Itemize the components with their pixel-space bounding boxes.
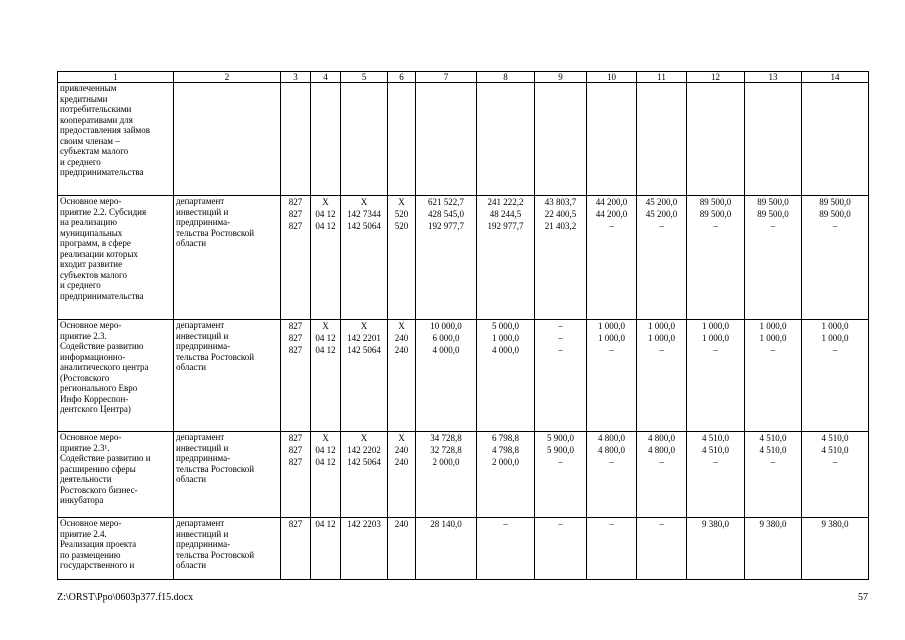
empty-cell <box>687 83 745 196</box>
value: – <box>609 345 614 355</box>
column-number-12: 12 <box>687 72 745 83</box>
value: 6 000,0 <box>432 333 460 343</box>
value-cell-col-8 <box>477 320 535 432</box>
value-cell-col-11 <box>637 196 687 320</box>
measure-name-line: предпринимательства <box>60 167 144 177</box>
executor-line: предпринима- <box>176 341 231 351</box>
value: – <box>713 345 718 355</box>
value-cell-col-9 <box>535 196 587 320</box>
value: – <box>713 221 718 231</box>
value: 1 000,0 <box>598 333 625 343</box>
value: – <box>609 457 614 467</box>
value: X <box>398 197 405 207</box>
budget-table <box>57 71 869 580</box>
measure-name-cell <box>58 196 174 320</box>
value: 192 977,7 <box>428 221 464 231</box>
value: 4 510,0 <box>759 445 787 455</box>
executor-line: инвестиций и <box>176 442 229 453</box>
empty-cell <box>802 83 869 196</box>
value-cell-col-9 <box>535 518 587 580</box>
value: 1 000,0 <box>759 321 787 331</box>
value: 43 803,7 <box>544 197 577 207</box>
value: 1 000,0 <box>598 321 625 331</box>
measure-name-line: государственного и <box>60 560 135 570</box>
measure-name-line: кооперативами для <box>60 114 133 125</box>
value-cell-col-5 <box>341 196 388 320</box>
value: 1 000,0 <box>492 333 519 343</box>
value: – <box>659 519 664 529</box>
value: 10 000,0 <box>430 321 462 331</box>
executor-cell <box>174 320 281 432</box>
measure-name-cell <box>58 83 174 196</box>
value: X <box>360 197 368 207</box>
table-row <box>58 432 869 518</box>
value: 89 500,0 <box>757 197 789 207</box>
value-cell-col-11 <box>637 432 687 518</box>
value: – <box>659 345 664 355</box>
empty-cell <box>388 83 416 196</box>
value: – <box>770 345 776 355</box>
executor-line: департамент <box>176 518 225 528</box>
column-number-8: 8 <box>477 72 535 83</box>
value: 04 12 <box>315 519 336 529</box>
value: 04 12 <box>315 209 336 219</box>
value: 827 <box>288 197 303 207</box>
empty-cell <box>281 83 311 196</box>
column-number-3: 3 <box>281 72 311 83</box>
value: X <box>398 321 405 331</box>
measure-name-cell <box>58 432 174 518</box>
column-number-row <box>58 72 869 83</box>
value: 2 000,0 <box>432 457 460 467</box>
value: 142 2201 <box>347 333 381 343</box>
value: 1 000,0 <box>648 321 675 331</box>
value-cell-col-6 <box>388 518 416 580</box>
value: 22 400,5 <box>544 209 577 219</box>
value: – <box>770 221 776 231</box>
measure-name-line: на реализацию <box>60 217 117 227</box>
value: – <box>558 333 563 343</box>
value-cell-col-9 <box>535 432 587 518</box>
column-number-6: 6 <box>388 72 416 83</box>
value-cell-col-12 <box>687 432 745 518</box>
measure-name-line: входит развитие <box>60 259 123 269</box>
value-cell-col-13 <box>745 320 802 432</box>
value-cell-col-6 <box>388 196 416 320</box>
measure-name-line: предпринимательства <box>60 290 144 301</box>
measure-name-line: Основное меро- <box>60 432 122 442</box>
value-cell-col-5 <box>341 320 388 432</box>
measure-name-line: и среднего <box>60 156 101 167</box>
value: – <box>609 519 614 529</box>
value: 240 <box>394 333 409 343</box>
executor-cell <box>174 432 281 518</box>
measure-name-line: дентского Центра) <box>60 404 131 414</box>
value-cell-col-13 <box>745 432 802 518</box>
column-number-14: 14 <box>802 72 869 83</box>
value: 827 <box>288 209 303 219</box>
value: – <box>558 321 563 331</box>
column-number-2: 2 <box>174 72 281 83</box>
value: 4 800,0 <box>648 445 675 455</box>
measure-name-line: и среднего <box>60 280 101 290</box>
value-cell-col-10 <box>587 432 637 518</box>
executor-line: предпринима- <box>176 539 231 549</box>
value: 4 510,0 <box>702 433 729 443</box>
value: 520 <box>394 209 409 219</box>
value: – <box>558 519 563 529</box>
measure-name-line: информационно- <box>60 351 126 362</box>
value: 1 000,0 <box>821 321 849 331</box>
measure-name-line: приятие 2.3¹. <box>60 442 110 453</box>
value: 142 5064 <box>347 221 381 231</box>
executor-line: инвестиций и <box>176 330 229 341</box>
value-cell-col-13 <box>745 196 802 320</box>
value: 142 5064 <box>347 345 381 355</box>
column-number-4: 4 <box>311 72 341 83</box>
executor-line: департамент <box>176 320 225 330</box>
executor-line: инвестиций и <box>176 528 229 539</box>
empty-cell <box>637 83 687 196</box>
measure-name-line: предоставления займов <box>60 125 150 135</box>
value: 44 200,0 <box>595 209 628 219</box>
value: – <box>609 221 614 231</box>
value: 240 <box>394 345 409 355</box>
value: 827 <box>288 445 303 455</box>
measure-name-line: программ, в сфере <box>60 238 131 248</box>
value: 5 000,0 <box>492 321 519 331</box>
value: 621 522,7 <box>428 197 464 207</box>
executor-line: предпринима- <box>176 453 231 463</box>
value: 4 000,0 <box>492 345 519 355</box>
executor-line: предпринима- <box>176 217 231 227</box>
measure-name-line: Основное меро- <box>60 518 122 528</box>
value-cell-col-9 <box>535 320 587 432</box>
value: 4 800,0 <box>598 445 625 455</box>
measure-name-cell <box>58 518 174 580</box>
column-number-13: 13 <box>745 72 802 83</box>
column-number-11: 11 <box>637 72 687 83</box>
value: X <box>360 321 368 331</box>
value: 4 000,0 <box>432 345 460 355</box>
value: 142 5064 <box>347 457 381 467</box>
measure-name-line: приятие 2.4. <box>60 528 107 539</box>
value: X <box>322 433 329 443</box>
value: 1 000,0 <box>702 321 729 331</box>
column-number-5: 5 <box>341 72 388 83</box>
value: 45 200,0 <box>645 209 678 219</box>
value-cell-col-7 <box>416 320 477 432</box>
value: 827 <box>288 321 303 331</box>
empty-cell <box>587 83 637 196</box>
value-cell-col-12 <box>687 320 745 432</box>
value-cell-col-7 <box>416 196 477 320</box>
value: 21 403,2 <box>544 221 577 231</box>
value: 9 380,0 <box>702 519 729 529</box>
measure-name-line: кредитными <box>60 93 108 104</box>
value: 04 12 <box>315 445 336 455</box>
value: 4 800,0 <box>598 433 625 443</box>
value: 827 <box>288 519 303 529</box>
column-number-1: 1 <box>58 72 174 83</box>
measure-name-line: субъектам малого <box>60 146 129 156</box>
value-cell-col-6 <box>388 432 416 518</box>
value-cell-col-3 <box>281 432 311 518</box>
executor-line: департамент <box>176 432 225 442</box>
table-row <box>58 196 869 320</box>
value: 89 500,0 <box>819 209 851 219</box>
empty-cell <box>535 83 587 196</box>
value: 827 <box>288 333 303 343</box>
value: – <box>832 457 838 467</box>
value: X <box>360 433 368 443</box>
value: – <box>770 457 776 467</box>
value: – <box>503 519 508 529</box>
value-cell-col-8 <box>477 196 535 320</box>
table-row <box>58 320 869 432</box>
value: 2 000,0 <box>492 457 519 467</box>
page-number: 57 <box>858 592 868 603</box>
value: 1 000,0 <box>759 333 787 343</box>
measure-name-line: потребительскими <box>60 104 132 114</box>
measure-name-line: регионального Евро <box>60 383 138 393</box>
empty-cell <box>416 83 477 196</box>
value-cell-col-11 <box>637 320 687 432</box>
value: 4 800,0 <box>648 433 675 443</box>
value: 44 200,0 <box>595 197 628 207</box>
measure-name-line: Основное меро- <box>60 320 122 330</box>
measure-name-line: Содействие развитию и <box>60 453 151 463</box>
value-cell-col-7 <box>416 432 477 518</box>
executor-cell <box>174 518 281 580</box>
measure-name-line: расширению сферы <box>60 463 136 474</box>
value-cell-col-4 <box>311 196 341 320</box>
value: 241 222,2 <box>487 197 524 207</box>
value-cell-col-14 <box>802 518 869 580</box>
value-cell-col-4 <box>311 432 341 518</box>
value: – <box>659 457 664 467</box>
value-cell-col-8 <box>477 432 535 518</box>
value-cell-col-3 <box>281 518 311 580</box>
executor-line: тельства Ростовской <box>176 463 255 474</box>
value: 89 500,0 <box>699 197 732 207</box>
value: 89 500,0 <box>699 209 732 219</box>
value: 04 12 <box>315 345 336 355</box>
value-cell-col-3 <box>281 320 311 432</box>
value: 48 244,5 <box>489 209 522 219</box>
executor-line: тельства Ростовской <box>176 549 255 560</box>
file-path: Z:\ORST\Ppo\0603p377.f15.docx <box>57 592 194 603</box>
value-cell-col-4 <box>311 518 341 580</box>
value: 5 900,0 <box>547 433 574 443</box>
value: – <box>832 345 838 355</box>
column-number-10: 10 <box>587 72 637 83</box>
measure-name-line: Содействие развитию <box>60 341 144 351</box>
value: 520 <box>394 221 409 231</box>
value-cell-col-11 <box>637 518 687 580</box>
measure-name-line: своим членам – <box>60 135 120 146</box>
value: 827 <box>288 433 303 443</box>
measure-name-line: Ростовского бизнес- <box>60 484 138 495</box>
executor-line: департамент <box>176 196 225 206</box>
empty-cell <box>477 83 535 196</box>
measure-name-cell <box>58 320 174 432</box>
value: – <box>659 221 664 231</box>
value-cell-col-5 <box>341 432 388 518</box>
value-cell-col-13 <box>745 518 802 580</box>
value-cell-col-8 <box>477 518 535 580</box>
value: 4 510,0 <box>702 445 729 455</box>
measure-name-line: инкубатора <box>60 495 104 505</box>
value: 1 000,0 <box>702 333 729 343</box>
empty-cell <box>341 83 388 196</box>
executor-line: тельства Ростовской <box>176 351 255 362</box>
value-cell-col-12 <box>687 196 745 320</box>
measure-name-line: (Ростовского <box>60 372 110 383</box>
continuation-row <box>58 83 869 196</box>
executor-line: области <box>176 560 207 570</box>
value: 04 12 <box>315 333 336 343</box>
value: 4 510,0 <box>759 433 787 443</box>
value: 89 500,0 <box>819 197 851 207</box>
value: 45 200,0 <box>645 197 678 207</box>
measure-name-line: Инфо Корреспон- <box>60 393 129 404</box>
measure-name-line: Основное меро- <box>60 196 122 206</box>
value-cell-col-7 <box>416 518 477 580</box>
value-cell-col-10 <box>587 320 637 432</box>
value: – <box>713 457 718 467</box>
column-number-7: 7 <box>416 72 477 83</box>
value: 28 140,0 <box>430 519 462 529</box>
value-cell-col-14 <box>802 196 869 320</box>
value-cell-col-6 <box>388 320 416 432</box>
value: 9 380,0 <box>821 519 849 529</box>
value-cell-col-14 <box>802 320 869 432</box>
value: 34 728,8 <box>430 433 462 443</box>
value: X <box>398 433 405 443</box>
value: 9 380,0 <box>759 519 787 529</box>
executor-line: области <box>176 474 207 484</box>
value: 04 12 <box>315 221 336 231</box>
value: 5 900,0 <box>547 445 574 455</box>
value: 142 2203 <box>347 519 381 529</box>
value: – <box>558 345 563 355</box>
measure-name-line: субъектов малого <box>60 269 127 280</box>
executor-line: тельства Ростовской <box>176 227 255 238</box>
value: 04 12 <box>315 457 336 467</box>
value: 240 <box>394 519 409 529</box>
column-number-9: 9 <box>535 72 587 83</box>
value: 32 728,8 <box>430 445 462 455</box>
measure-name-line: аналитического центра <box>60 362 149 372</box>
measure-name-line: приятие 2.2. Субсидия <box>60 206 147 217</box>
value: 1 000,0 <box>821 333 849 343</box>
value: 240 <box>394 445 409 455</box>
measure-name-line: деятельности <box>60 474 112 484</box>
executor-line: области <box>176 238 207 248</box>
measure-name-line: муниципальных <box>60 227 123 238</box>
value-cell-col-5 <box>341 518 388 580</box>
value: 827 <box>288 221 303 231</box>
executor-cell <box>174 196 281 320</box>
value: 827 <box>288 345 303 355</box>
value: 89 500,0 <box>757 209 789 219</box>
value: X <box>322 197 329 207</box>
measure-name-line: по размещению <box>60 549 121 560</box>
empty-cell <box>745 83 802 196</box>
value: 827 <box>288 457 303 467</box>
value: – <box>558 457 563 467</box>
measure-name-line: Реализация проекта <box>60 539 137 549</box>
value-cell-col-4 <box>311 320 341 432</box>
table-row <box>58 518 869 580</box>
value: X <box>322 321 329 331</box>
value: 240 <box>394 457 409 467</box>
value: – <box>832 221 838 231</box>
value-cell-col-3 <box>281 196 311 320</box>
value-cell-col-14 <box>802 432 869 518</box>
value-cell-col-12 <box>687 518 745 580</box>
value: 6 798,8 <box>492 433 519 443</box>
measure-name-line: привлеченным <box>60 83 117 93</box>
executor-line: области <box>176 362 207 372</box>
empty-cell <box>311 83 341 196</box>
value: 142 7344 <box>347 209 381 219</box>
value: 192 977,7 <box>487 221 524 231</box>
value: 4 798,8 <box>492 445 519 455</box>
empty-cell <box>174 83 281 196</box>
value: 4 510,0 <box>821 433 849 443</box>
value-cell-col-10 <box>587 196 637 320</box>
value: 142 2202 <box>347 445 381 455</box>
value: 1 000,0 <box>648 333 675 343</box>
executor-line: инвестиций и <box>176 206 229 217</box>
measure-name-line: реализации которых <box>60 248 138 259</box>
value: 4 510,0 <box>821 445 849 455</box>
value: 428 545,0 <box>428 209 464 219</box>
value-cell-col-10 <box>587 518 637 580</box>
measure-name-line: приятие 2.3. <box>60 330 107 341</box>
